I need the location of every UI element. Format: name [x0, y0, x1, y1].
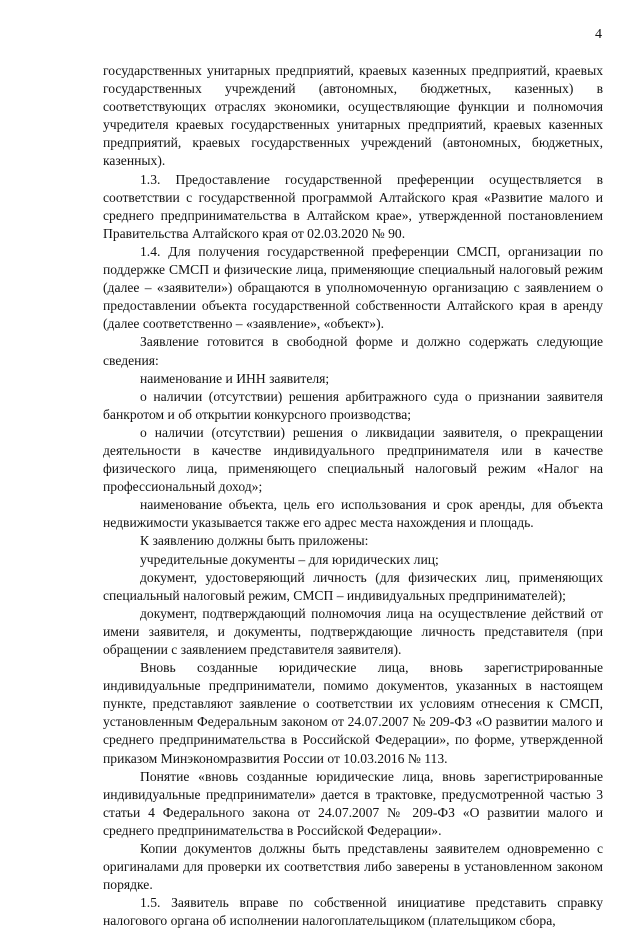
- paragraph: документ, удостоверяющий личность (для физических лиц, применяющих специальный налоговый режим, СМСП – индивидуальных предпринимателей);: [103, 569, 603, 603]
- paragraph: документ, подтверждающий полномочия лица на осуществление действий от имени заявителя, и документы, подтверждающие личность представителя (при обращении с заявлением представителя заявителя).: [103, 605, 603, 657]
- paragraph: Заявление готовится в свободной форме и должно содержать следующие сведения:: [103, 334, 603, 368]
- paragraph: Понятие «вновь созданные юридические лица, вновь зарегистрированные индивидуальные предприниматели» дается в трактовке, предусмотренной частью 3 статьи 4 Федерального закона от 24.07.2007 № 209-ФЗ «О развитии малого и среднего предпринимательства в Российской Федерации».: [103, 768, 603, 838]
- paragraph: о наличии (отсутствии) решения арбитражного суда о признании заявителя банкротом и об открытии конкурсного производства;: [103, 388, 603, 422]
- paragraph: 1.4. Для получения государственной преференции СМСП, организации по поддержке СМСП и физические лица, применяющие специальный налоговый режим (далее – «заявители») обращаются в уполномоченную организацию с заявлением о предоставлении объекта государственной собственности Алтайского края в аренду (далее соответственно – «заявление», «объект»).: [103, 243, 603, 332]
- paragraph: о наличии (отсутствии) решения о ликвидации заявителя, о прекращении деятельности в качестве индивидуального предпринимателя или в качестве физического лица, применяющего специальный налоговый режим «Налог на профессиональный доход»;: [103, 424, 603, 495]
- page-number: 4: [595, 27, 602, 42]
- paragraph: 1.5. Заявитель вправе по собственной инициативе представить справку налогового органа об исполнении налогоплательщиком (плательщиком сбора,: [103, 895, 603, 929]
- paragraph: наименование объекта, цель его использования и срок аренды, для объекта недвижимости указывается также его адрес места нахождения и площадь.: [103, 497, 603, 531]
- paragraph: Вновь созданные юридические лица, вновь зарегистрированные индивидуальные предприниматели, помимо документов, указанных в настоящем пункте, представляют заявление о соответствии их условиям отнесения к СМСП, установленным Федеральным законом от 24.07.2007 № 209-ФЗ «О развитии малого и среднего предпринимательства в Российской Федерации», по форме, утвержденной приказом Минэкономразвития России от 10.03.2016 № 113.: [103, 660, 603, 766]
- paragraph: государственных унитарных предприятий, краевых казенных предприятий, краевых государственных учреждений (автономных, бюджетных, казенных) в соответствующих отраслях экономики, осуществляющие функции и полномочия учредителя краевых государственных унитарных предприятий, краевых казенных предприятий, краевых государственных учреждений (автономных, бюджетных, казенных).: [103, 63, 603, 169]
- paragraph: К заявлению должны быть приложены:: [140, 533, 369, 549]
- paragraph: учредительные документы – для юридических лиц;: [140, 551, 439, 567]
- paragraph: наименование и ИНН заявителя;: [140, 370, 330, 386]
- paragraph: Копии документов должны быть представлены заявителем одновременно с оригиналами для проверки их соответствия либо заверены в установленном законом порядке.: [103, 841, 603, 893]
- paragraph: 1.3. Предоставление государственной преференции осуществляется в соответствии с государственной программой Алтайского края «Развитие малого и среднего предпринимательства в Алтайском крае», утвержденной постановлением Правительства Алтайского края от 02.03.2020 № 90.: [103, 171, 603, 241]
- document-body: [103, 62, 603, 931]
